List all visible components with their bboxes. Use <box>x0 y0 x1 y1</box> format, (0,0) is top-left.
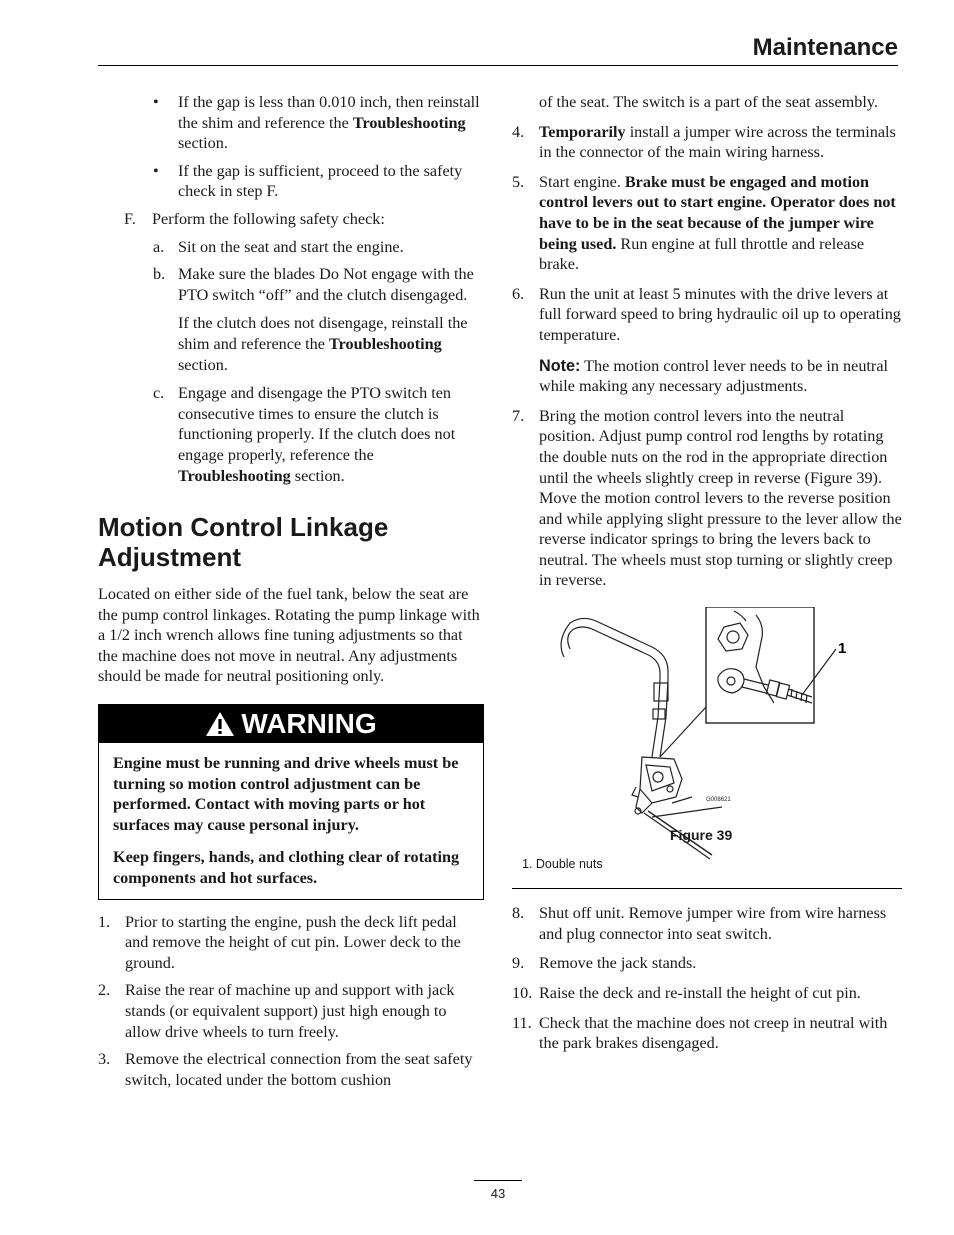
sub-step-b-mark: b. <box>153 265 166 284</box>
sub-step-b-note <box>98 313 484 375</box>
step-f <box>98 209 484 230</box>
section-title: Maintenance <box>752 34 898 61</box>
step-5 <box>512 172 902 275</box>
step-9 <box>512 953 902 974</box>
step-2-text: Raise the rear of machine up and support with jack stands (or equivalent support) just high enough to allow drive wheels to turn freely. <box>125 981 455 1041</box>
warning-body <box>99 743 483 899</box>
sub-step-a-mark: a. <box>153 237 165 256</box>
sub-step-b-text: Make sure the blades Do Not engage with the PTO switch “off” and the clutch disengaged. <box>178 265 474 304</box>
sub-step-c-bold: Troubleshooting <box>178 466 291 485</box>
sub-step-b <box>98 264 484 305</box>
bullet-mark: • <box>153 93 159 111</box>
sub-step-a <box>98 237 484 258</box>
warning-box <box>98 704 484 900</box>
step-4-text: install a jumper wire across the terminals in the connector of the main wiring harness. <box>539 122 896 162</box>
step-4 <box>512 122 902 163</box>
step-5-mark: 5. <box>512 172 525 191</box>
warning-text-2: Keep fingers, hands, and clothing clear of rotating components and hot surfaces. <box>113 848 460 888</box>
step-8-mark: 8. <box>512 904 525 923</box>
step-3-continued <box>512 92 902 113</box>
step-2 <box>98 980 484 1042</box>
bullet-mark: • <box>153 161 159 180</box>
sub-step-a-text: Sit on the seat and start the engine. <box>178 237 404 256</box>
note-text: If the clutch does not disengage, reinstall the shim and reference the <box>178 314 468 353</box>
step-8 <box>512 903 902 944</box>
step-5-after: Run engine at full throttle and release brake. <box>539 234 865 274</box>
step-f-text: Perform the following safety check: <box>152 209 385 228</box>
warning-text-1: Engine must be running and drive wheels must be turning so motion control adjustment can be performed. Contact with moving parts or hot surfaces may cause personal injury. <box>113 754 459 834</box>
bullet-bold: Troubleshooting <box>352 113 466 132</box>
step-3 <box>98 1049 484 1090</box>
step-8-text: Shut off unit. Remove jumper wire from wire harness and plug connector into seat switch. <box>539 904 887 943</box>
step-1 <box>98 912 484 974</box>
intro-paragraph: Located on either side of the fuel tank, below the seat are the pump control linkages. Rotating the pump linkage with a 1/2 inch wrench allows fine tuning adjustments so that the machine does not move in neutral. Any adjustments should be made for neutral positioning only. <box>98 585 480 686</box>
step-3-text: Remove the electrical connection from the seat safety switch, located under the bottom cushion <box>125 1050 473 1089</box>
bullet-text: If the gap is sufficient, proceed to the safety check in step F. <box>178 161 463 201</box>
step-6-text: Run the unit at least 5 minutes with the drive levers at full forward speed to bring hydraulic oil up to operating temperature. <box>539 284 901 344</box>
left-column <box>98 92 484 1090</box>
step-3-continued-text: of the seat. The switch is a part of the seat assembly. <box>539 93 878 111</box>
sub-step-c-mark: c. <box>153 384 165 403</box>
step-4-mark: 4. <box>512 122 525 141</box>
bullet-text-after: section. <box>178 134 228 153</box>
right-column <box>512 92 902 1054</box>
step-6 <box>512 284 902 346</box>
note-text-after: section. <box>178 355 228 374</box>
warning-header <box>99 705 483 743</box>
figure-rule <box>512 888 902 889</box>
sub-step-c-after: section. <box>290 466 345 485</box>
page-number: 43 <box>490 1186 506 1201</box>
sub-step-c <box>98 383 484 486</box>
note <box>512 356 902 397</box>
section-heading: Motion Control Linkage Adjustment <box>98 512 389 573</box>
note-body: The motion control lever needs to be in neutral while making any necessary adjustments. <box>539 356 889 396</box>
step-10 <box>512 983 902 1004</box>
step-11-text: Check that the machine does not creep in neutral with the park brakes disengaged. <box>539 1013 888 1053</box>
warning-triangle-icon <box>205 711 235 737</box>
bullet-text: If the gap is less than 0.010 inch, then reinstall the shim and reference the <box>178 93 480 132</box>
step-1-text: Prior to starting the engine, push the deck lift pedal and remove the height of cut pin. Lower deck to the ground. <box>125 912 461 972</box>
sub-step-c-text: Engage and disengage the PTO switch ten consecutive times to ensure the clutch is functioning properly. If the clutch does not engage properly, reference the <box>178 384 456 464</box>
callout-1: 1 <box>838 640 847 658</box>
step-9-mark: 9. <box>512 954 525 973</box>
step-10-text: Raise the deck and re-install the height of cut pin. <box>539 984 861 1003</box>
note-bold: Troubleshooting <box>329 334 442 353</box>
step-1-mark: 1. <box>98 912 111 931</box>
step-5-text: Start engine. <box>539 172 625 191</box>
step-3-mark: 3. <box>98 1050 111 1069</box>
step-5-bold: Brake must be engaged and motion control levers out to start engine. Operator does not have to be in the seat because of the jumper wire being used. <box>539 172 896 253</box>
step-7-text: Bring the motion control levers into the neutral position. Adjust pump control rod lengths by rotating the double nuts on the rod in the appropriate direction until the wheels slightly creep in reverse (Figure 39). Move the motion control levers to the reverse position and while applying slight pressure to the lever allow the reverse indicator springs to bring the levers back to neutral. The wheels must stop turning or slightly creep in reverse. <box>539 406 902 590</box>
step-f-mark: F. <box>124 209 136 228</box>
step-6-mark: 6. <box>512 284 525 303</box>
figure-caption: Figure 39 <box>670 827 733 844</box>
step-11-mark: 11. <box>512 1013 532 1032</box>
note-label: Note: <box>539 356 581 375</box>
step-10-mark: 10. <box>512 984 533 1003</box>
bullet-item <box>98 161 484 202</box>
figure-code: G008621 <box>706 797 731 804</box>
step-4-bold: Temporarily <box>539 122 626 141</box>
step-7-mark: 7. <box>512 406 525 425</box>
page-number-rule <box>474 1180 522 1181</box>
step-7 <box>512 406 902 591</box>
step-11 <box>512 1013 902 1054</box>
step-2-mark: 2. <box>98 981 111 1000</box>
header-rule <box>98 65 898 66</box>
figure-legend: 1. Double nuts <box>522 856 603 871</box>
bullet-item <box>98 92 484 154</box>
warning-title: WARNING <box>241 707 377 739</box>
step-9-text: Remove the jack stands. <box>539 954 697 973</box>
